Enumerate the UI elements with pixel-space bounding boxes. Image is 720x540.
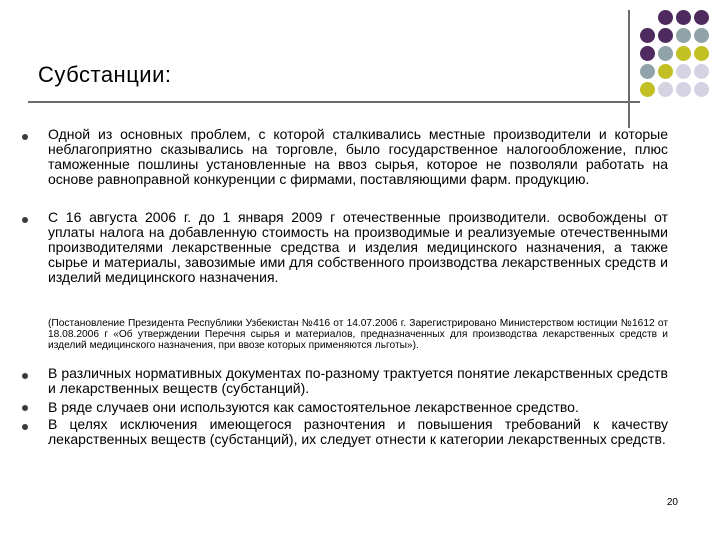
decorative-dot [640, 64, 655, 79]
page-number: 20 [666, 497, 678, 508]
decorative-dot [658, 64, 673, 79]
list-item: С 16 августа 2006 г. до 1 января 2009 г отечественные производители. освобождены от уплаты налога на добавленную стоимость на производимые и реализуемые отечественными производителями лекарственные средства и изделия медицинского назначения, а также сырье и материалы, завозимые ими для собственного производства лекарственных средств и изделий медицинского назначения. [48, 209, 668, 285]
decorative-dot [676, 10, 691, 25]
horizontal-divider [28, 101, 640, 103]
decorative-dot [694, 64, 709, 79]
vertical-divider [628, 10, 630, 128]
decorative-dot [694, 28, 709, 43]
bullet-icon [22, 373, 28, 379]
slide-title: Субстанции: [38, 62, 172, 87]
list-item: В целях исключения имеющегося разночтения и повышения требований к качеству лекарственных веществ (субстанций), их следует отнести к категории лекарственных средств. [48, 416, 668, 447]
decorative-dot [640, 28, 655, 43]
decorative-dot [694, 46, 709, 61]
decree-note: (Постановление Президента Республики Узбекистан №416 от 14.07.2006 г. Зарегистрировано Министерством юстиции №1612 от 18.08.2006 г «Об утверждении Перечня сырья и материалов, предназначенных для производства лекарственных средств и изделий медицинского назначения, при ввозе которых применяются льготы»). [48, 318, 668, 351]
list-item: Одной из основных проблем, с которой сталкивались местные производители и которые неблагоприятно сказывались на торговле, было государственное налогообложение, плюс таможенные пошлины установленные на ввоз сырья, которое не позволяли работать на основе равноправной конкуренции с фирмами, поставляющими фарм. продукцию. [48, 126, 668, 187]
decorative-dot [640, 82, 655, 97]
decorative-dot [658, 10, 673, 25]
decorative-dot [658, 82, 673, 97]
decorative-dot-grid [640, 10, 712, 118]
decorative-dot [694, 82, 709, 97]
bullet-icon [22, 405, 28, 411]
list-item: В различных нормативных документах по-разному трактуется понятие лекарственных средств и лекарственных веществ (субстанций). [48, 365, 668, 396]
decorative-dot [676, 82, 691, 97]
decorative-dot [658, 28, 673, 43]
decorative-dot [676, 46, 691, 61]
bullet-icon [22, 424, 28, 430]
bullet-icon [22, 217, 28, 223]
decorative-dot [676, 28, 691, 43]
decorative-dot [640, 46, 655, 61]
bullet-icon [22, 134, 28, 140]
list-item: В ряде случаев они используются как самостоятельное лекарственное средство. [48, 399, 579, 415]
decorative-dot [676, 64, 691, 79]
decorative-dot [694, 10, 709, 25]
decorative-dot [658, 46, 673, 61]
